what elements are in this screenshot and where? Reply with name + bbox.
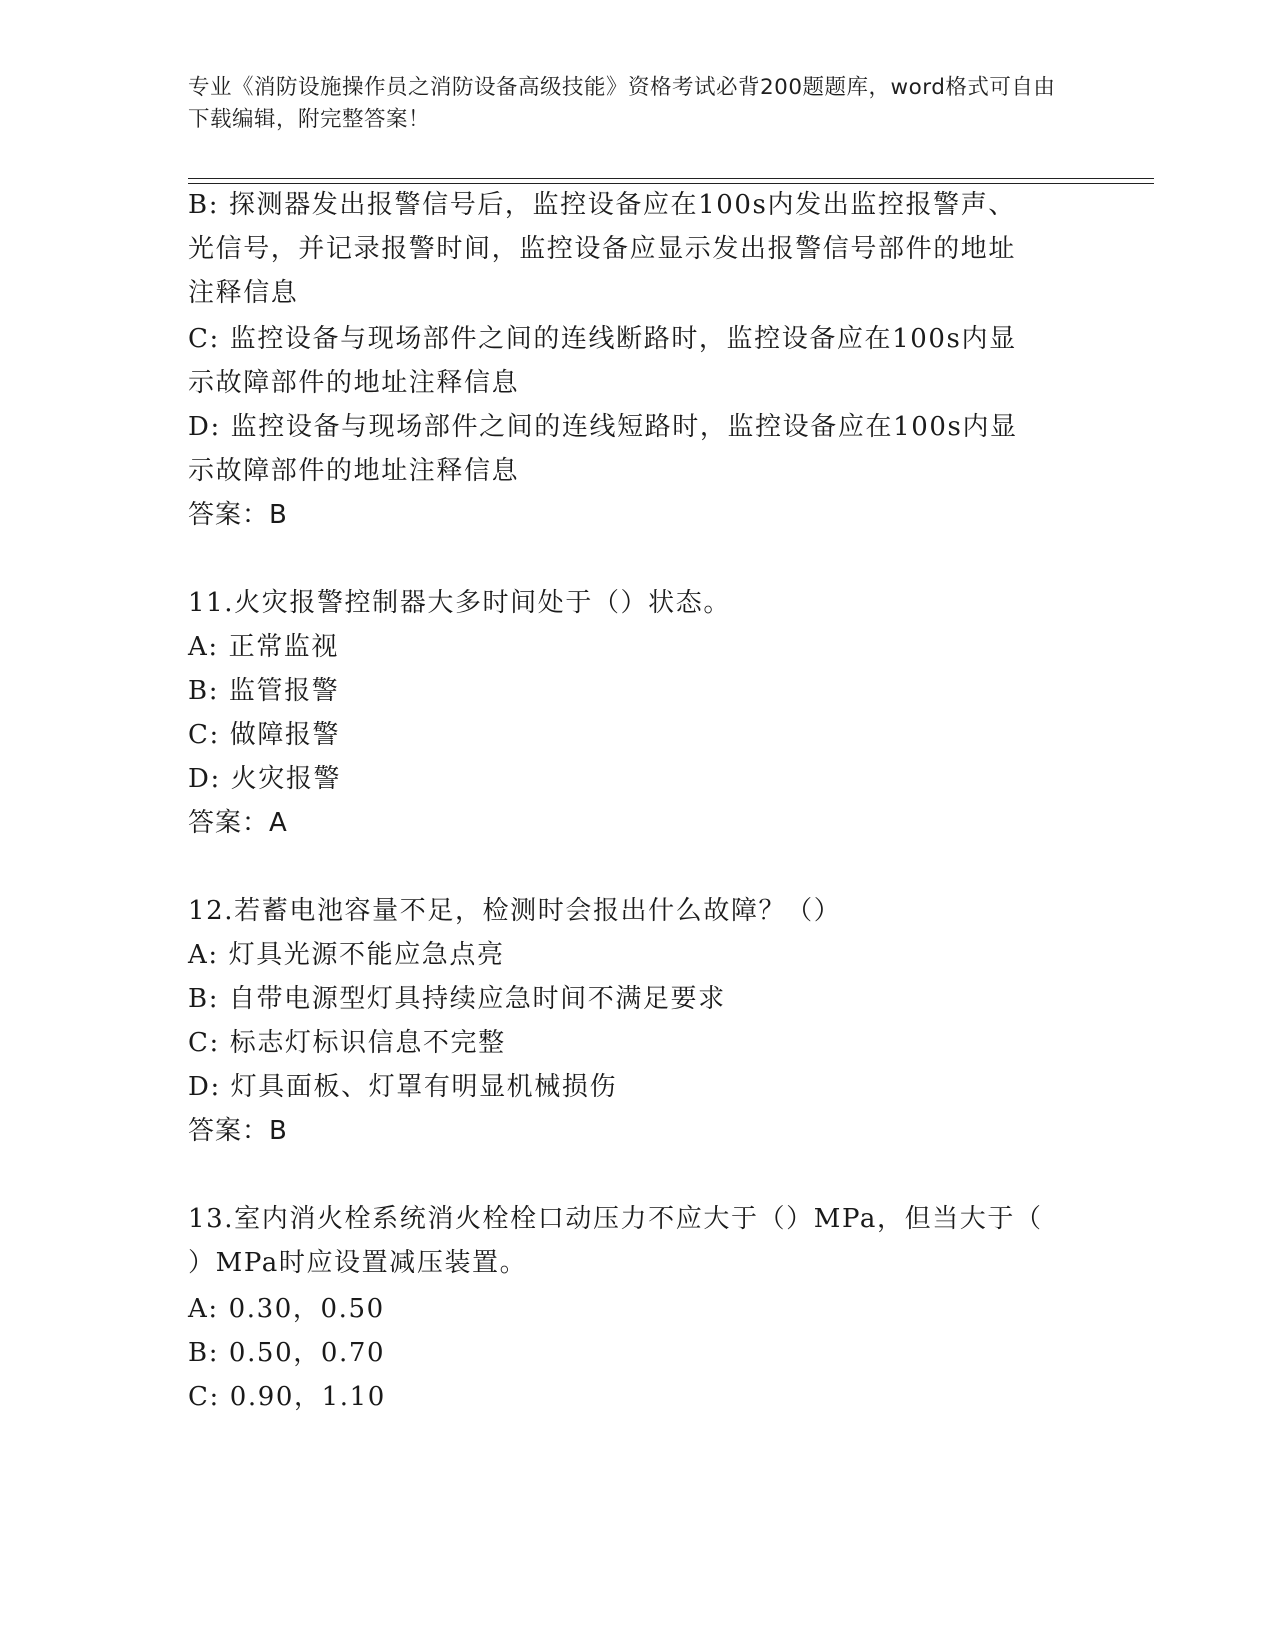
q13-option-a: A: 0.30，0.50 xyxy=(188,1294,385,1324)
q10-option-c-line1: C: 监控设备与现场部件之间的连线断路时，监控设备应在100s内显 xyxy=(188,324,1017,354)
q12-option-a: A: 灯具光源不能应急点亮 xyxy=(188,940,505,970)
q12-option-b: B: 自带电源型灯具持续应急时间不满足要求 xyxy=(188,984,726,1014)
q13-question-line1: 13.室内消火栓系统消火栓栓口动压力不应大于（）MPa，但当大于（ xyxy=(188,1204,1043,1234)
document-header: 专业《消防设施操作员之消防设备高级技能》资格考试必背200题题库，word格式可自由下载编辑，附完整答案！ xyxy=(188,75,1056,132)
q10-option-b-line2: 光信号，并记录报警时间，监控设备应显示发出报警信号部件的地址 xyxy=(188,234,1017,264)
q13-option-c: C: 0.90，1.10 xyxy=(188,1382,386,1412)
q11-option-c: C: 做障报警 xyxy=(188,720,341,750)
header-divider-top xyxy=(188,178,1154,179)
q11-question: 11.火灾报警控制器大多时间处于（）状态。 xyxy=(188,588,731,618)
q11-option-b: B: 监管报警 xyxy=(188,676,340,706)
q12-option-c: C: 标志灯标识信息不完整 xyxy=(188,1028,506,1058)
q12-option-d: D: 灯具面板、灯罩有明显机械损伤 xyxy=(188,1072,618,1102)
q10-answer: 答案：B xyxy=(188,500,288,530)
q10-option-b-line1: B: 探测器发出报警信号后，监控设备应在100s内发出监控报警声、 xyxy=(188,190,1016,220)
q13-option-b: B: 0.50，0.70 xyxy=(188,1338,386,1368)
q12-answer: 答案：B xyxy=(188,1116,288,1146)
q11-option-a: A: 正常监视 xyxy=(188,632,340,662)
q12-question: 12.若蓄电池容量不足，检测时会报出什么故障？（） xyxy=(188,896,842,926)
q10-option-d-line1: D: 监控设备与现场部件之间的连线短路时，监控设备应在100s内显 xyxy=(188,412,1018,442)
q11-option-d: D: 火灾报警 xyxy=(188,764,342,794)
q10-option-d-line2: 示故障部件的地址注释信息 xyxy=(188,456,520,486)
q10-option-c-line2: 示故障部件的地址注释信息 xyxy=(188,368,520,398)
q13-question-line2: ）MPa时应设置减压装置。 xyxy=(188,1248,528,1278)
q10-option-b-line3: 注释信息 xyxy=(188,278,299,308)
q11-answer: 答案：A xyxy=(188,808,288,838)
